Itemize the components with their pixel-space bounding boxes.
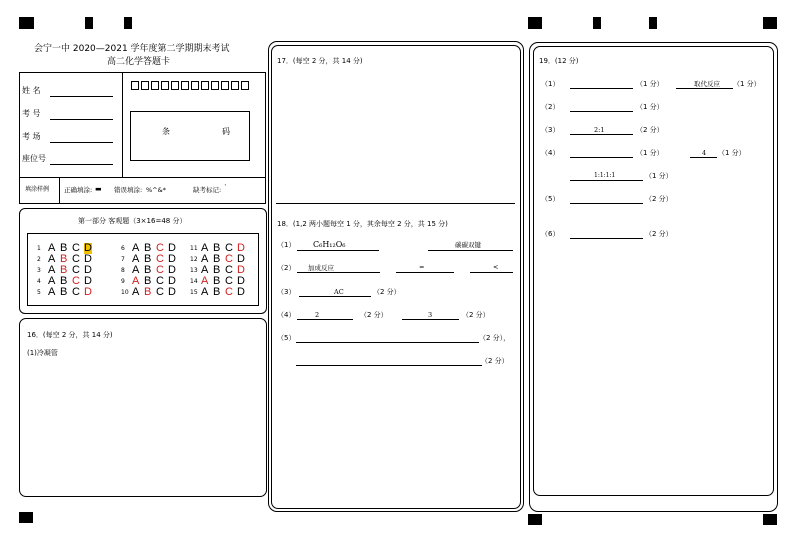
answer-bubble-13-a[interactable]: A: [201, 264, 209, 276]
answer-bubble-1-d[interactable]: D: [84, 242, 92, 254]
question-number: 15: [190, 289, 198, 296]
q18-label-4: （4）: [277, 311, 296, 319]
answer-bubble-10-a[interactable]: A: [132, 286, 140, 298]
barcode-label-right: 码: [222, 127, 230, 136]
question-number: 13: [190, 267, 198, 274]
question-number: 2: [37, 256, 41, 263]
answer-bubble-10-c[interactable]: C: [156, 286, 164, 298]
q18-answer-4b[interactable]: 3: [428, 311, 433, 319]
q18-blank-1a: [297, 250, 379, 251]
answer-bubble-11-a[interactable]: A: [201, 242, 209, 254]
answer-bubble-7-c[interactable]: C: [156, 253, 164, 265]
q19-score-4c: （1 分）: [645, 172, 673, 180]
q19-title: 19．(12 分): [539, 57, 579, 65]
q18-blank-3: [299, 296, 371, 297]
answer-bubble-5-d[interactable]: D: [84, 286, 92, 298]
answer-bubble-2-b[interactable]: B: [60, 253, 68, 265]
exam-number-boxes[interactable]: [131, 81, 251, 92]
q19-score-4a: （1 分）: [636, 149, 664, 157]
question-number: 12: [190, 256, 198, 263]
q18-label-1: （1）: [277, 241, 296, 249]
q18-label-3: （3）: [277, 288, 296, 296]
school-title: 会宁一中 2020—2021 学年度第二学期期末考试: [34, 44, 230, 54]
answer-bubble-8-c[interactable]: C: [156, 264, 164, 276]
q19-label-1: （1）: [541, 80, 560, 88]
q18-answer-2c[interactable]: <: [493, 263, 499, 271]
q19-answer-4c[interactable]: 1:1:1:1: [594, 172, 616, 179]
q18-answer-4a[interactable]: 2: [315, 311, 320, 319]
q18-answer-2a[interactable]: 加成反应: [308, 264, 334, 272]
answer-bubble-5-b[interactable]: B: [60, 286, 68, 298]
answer-bubble-15-b[interactable]: B: [213, 286, 221, 298]
q19-blank-5: [570, 203, 643, 204]
q18-blank-1b: [428, 250, 513, 251]
q18-score-5b: （2 分）: [481, 357, 509, 365]
q19-score-2: （1 分）: [636, 103, 664, 111]
answer-bubble-12-a[interactable]: A: [201, 253, 209, 265]
answer-bubble-13-b[interactable]: B: [213, 264, 221, 276]
q19-score-1a: （1 分）: [636, 80, 664, 88]
answer-bubble-8-d[interactable]: D: [168, 264, 176, 276]
answer-bubble-9-a[interactable]: A: [132, 275, 140, 287]
bubble-grid: [27, 233, 259, 306]
exam-room-label: 考 场: [22, 132, 41, 141]
q19-blank-2: [570, 111, 633, 112]
q18-answer-3[interactable]: AC: [334, 288, 344, 296]
q18-blank-2c: [470, 272, 513, 273]
q19-score-1b: （1 分）: [733, 80, 761, 88]
q19-blank-4a: [570, 157, 633, 158]
q19-label-6: （6）: [541, 230, 560, 238]
exam-number-label: 考 号: [22, 109, 41, 118]
answer-bubble-3-d[interactable]: D: [84, 264, 92, 276]
alignment-mark-top-right: [763, 17, 777, 29]
alignment-mark-top-left: [19, 17, 34, 29]
q19-label-2: （2）: [541, 103, 560, 111]
q19-answer-3[interactable]: 2:1: [594, 126, 605, 134]
q19-blank-4c: [570, 180, 643, 181]
q18-blank-4b: [402, 319, 459, 320]
q19-score-6: （2 分）: [645, 230, 673, 238]
question-number: 9: [121, 278, 125, 285]
question-number: 10: [121, 289, 129, 296]
fill-sample-label: 填涂样例: [25, 186, 50, 193]
alignment-mark-bottom-mid: [528, 514, 542, 525]
answer-bubble-2-c[interactable]: C: [72, 253, 80, 265]
answer-bubble-14-d[interactable]: D: [237, 275, 245, 287]
q19-label-3: （3）: [541, 126, 560, 134]
q19-label-4: （4）: [541, 149, 560, 157]
seat-number-field[interactable]: [50, 164, 113, 165]
fill-sample-divider: [59, 177, 60, 204]
q19-blank-1b: [676, 88, 733, 89]
alignment-mark-top-4: [593, 17, 601, 29]
answer-bubble-6-c[interactable]: C: [156, 242, 164, 254]
answer-bubble-3-c[interactable]: C: [72, 264, 80, 276]
question-number: 14: [190, 278, 198, 285]
answer-bubble-7-d[interactable]: D: [168, 253, 176, 265]
q19-answer-1b[interactable]: 取代反应: [694, 80, 720, 88]
barcode-area: [130, 111, 250, 161]
answer-bubble-4-c[interactable]: C: [72, 275, 80, 287]
answer-bubble-5-c[interactable]: C: [72, 286, 80, 298]
exam-room-field[interactable]: [50, 142, 113, 143]
wrong-fill-marks: %^&*: [146, 186, 166, 194]
answer-bubble-1-b[interactable]: B: [60, 242, 68, 254]
alignment-mark-bottom-right: [763, 514, 777, 525]
alignment-mark-top-2: [124, 17, 132, 29]
answer-bubble-6-a[interactable]: A: [132, 242, 140, 254]
answer-bubble-5-a[interactable]: A: [48, 286, 56, 298]
answer-bubble-11-b[interactable]: B: [213, 242, 221, 254]
alignment-mark-top-3: [528, 17, 542, 29]
answer-bubble-15-d[interactable]: D: [237, 286, 245, 298]
answer-bubble-9-b[interactable]: B: [144, 275, 152, 287]
q19-score-3: （2 分）: [636, 126, 664, 134]
answer-bubble-4-a[interactable]: A: [48, 275, 56, 287]
correct-fill-mark: ▬: [95, 185, 102, 193]
answer-bubble-12-b[interactable]: B: [213, 253, 221, 265]
answer-bubble-6-d[interactable]: D: [168, 242, 176, 254]
answer-bubble-13-c[interactable]: C: [225, 264, 233, 276]
answer-bubble-14-a[interactable]: A: [201, 275, 209, 287]
alignment-mark-top-5: [649, 17, 657, 29]
question-number: 1: [37, 245, 41, 252]
answer-bubble-2-d[interactable]: D: [84, 253, 92, 265]
answer-bubble-9-d[interactable]: D: [168, 275, 176, 287]
q18-blank-4a: [297, 319, 353, 320]
alignment-mark-top-1: [85, 17, 93, 29]
answer-bubble-12-d[interactable]: D: [237, 253, 245, 265]
q19-score-5: （2 分）: [645, 195, 673, 203]
q18-title: 18．(1,2 两小题每空 1 分，其余每空 2 分，共 15 分): [277, 220, 448, 228]
question-17-18-panel: [271, 45, 521, 509]
answer-bubble-6-b[interactable]: B: [144, 242, 152, 254]
q19-score-4b: （1 分）: [718, 149, 746, 157]
answer-bubble-3-a[interactable]: A: [48, 264, 56, 276]
card-title: 高二化学答题卡: [107, 57, 171, 67]
info-divider-horizontal: [19, 177, 266, 178]
q18-label-5: （5）: [277, 334, 296, 342]
q19-blank-4b: [690, 157, 717, 158]
q18-blank-5a: [296, 342, 479, 343]
seat-number-label: 座位号: [22, 154, 46, 163]
answer-bubble-1-c[interactable]: C: [72, 242, 80, 254]
part1-title: 第一部分 客观题（3×16=48 分）: [78, 217, 187, 225]
answer-bubble-4-b[interactable]: B: [60, 275, 68, 287]
answer-bubble-4-d[interactable]: D: [84, 275, 92, 287]
question-number: 4: [37, 278, 41, 285]
q16-answer-1[interactable]: (1)冷凝管: [27, 349, 58, 357]
answer-bubble-7-a[interactable]: A: [132, 253, 140, 265]
info-divider-vertical: [122, 72, 123, 177]
q19-blank-3: [570, 134, 633, 135]
answer-bubble-9-c[interactable]: C: [156, 275, 164, 287]
question-number: 7: [121, 256, 125, 263]
q18-answer-1a[interactable]: C₆H₁₂O₆: [313, 240, 346, 249]
q17-bottom-rule: [276, 203, 515, 204]
q19-blank-6: [570, 238, 643, 239]
answer-bubble-8-a[interactable]: A: [132, 264, 140, 276]
correct-fill-label: 正确填涂:: [64, 186, 93, 194]
q18-blank-2a: [297, 272, 380, 273]
answer-bubble-8-b[interactable]: B: [144, 264, 152, 276]
question-number: 8: [121, 267, 125, 274]
absent-mark: `: [224, 184, 228, 192]
exam-number-field[interactable]: [50, 119, 113, 120]
barcode-label-left: 条: [162, 127, 170, 136]
answer-bubble-11-d[interactable]: D: [237, 242, 245, 254]
q18-score-3: （2 分）: [373, 288, 401, 296]
answer-bubble-12-c[interactable]: C: [225, 253, 233, 265]
q18-score-4b: （2 分）: [462, 311, 490, 319]
answer-bubble-13-d[interactable]: D: [237, 264, 245, 276]
question-16-panel: [19, 318, 267, 497]
answer-bubble-15-a[interactable]: A: [201, 286, 209, 298]
answer-bubble-1-a[interactable]: A: [48, 242, 56, 254]
answer-bubble-7-b[interactable]: B: [144, 253, 152, 265]
answer-bubble-2-a[interactable]: A: [48, 253, 56, 265]
answer-bubble-3-b[interactable]: B: [60, 264, 68, 276]
q17-title: 17．(每空 2 分，共 14 分): [277, 57, 363, 65]
answer-bubble-10-b[interactable]: B: [144, 286, 152, 298]
q18-score-4a: （2 分）: [360, 311, 388, 319]
q18-score-5a: （2 分），: [479, 334, 511, 342]
q18-answer-1b[interactable]: 碳碳双键: [455, 241, 481, 249]
question-number: 5: [37, 289, 41, 296]
q19-label-5: （5）: [541, 195, 560, 203]
alignment-mark-bottom-left: [19, 512, 33, 523]
name-label: 姓 名: [22, 86, 41, 95]
q19-answer-4b[interactable]: 4: [702, 149, 707, 157]
answer-bubble-10-d[interactable]: D: [168, 286, 176, 298]
answer-bubble-14-c[interactable]: C: [225, 275, 233, 287]
absent-mark-label: 缺考标记:: [193, 186, 222, 194]
answer-bubble-11-c[interactable]: C: [225, 242, 233, 254]
q19-blank-1a: [570, 88, 633, 89]
name-field[interactable]: [50, 96, 113, 97]
q16-title: 16．(每空 2 分，共 14 分): [27, 331, 113, 339]
q18-label-2: （2）: [277, 264, 296, 272]
question-19-panel: [533, 46, 774, 496]
answer-bubble-15-c[interactable]: C: [225, 286, 233, 298]
question-number: 11: [190, 245, 198, 252]
wrong-fill-label: 错误填涂:: [114, 186, 143, 194]
answer-bubble-14-b[interactable]: B: [213, 275, 221, 287]
q18-blank-5b: [296, 365, 482, 366]
question-number: 3: [37, 267, 41, 274]
q18-answer-2b[interactable]: =: [419, 263, 425, 271]
question-number: 6: [121, 245, 125, 252]
q18-blank-2b: [396, 272, 454, 273]
